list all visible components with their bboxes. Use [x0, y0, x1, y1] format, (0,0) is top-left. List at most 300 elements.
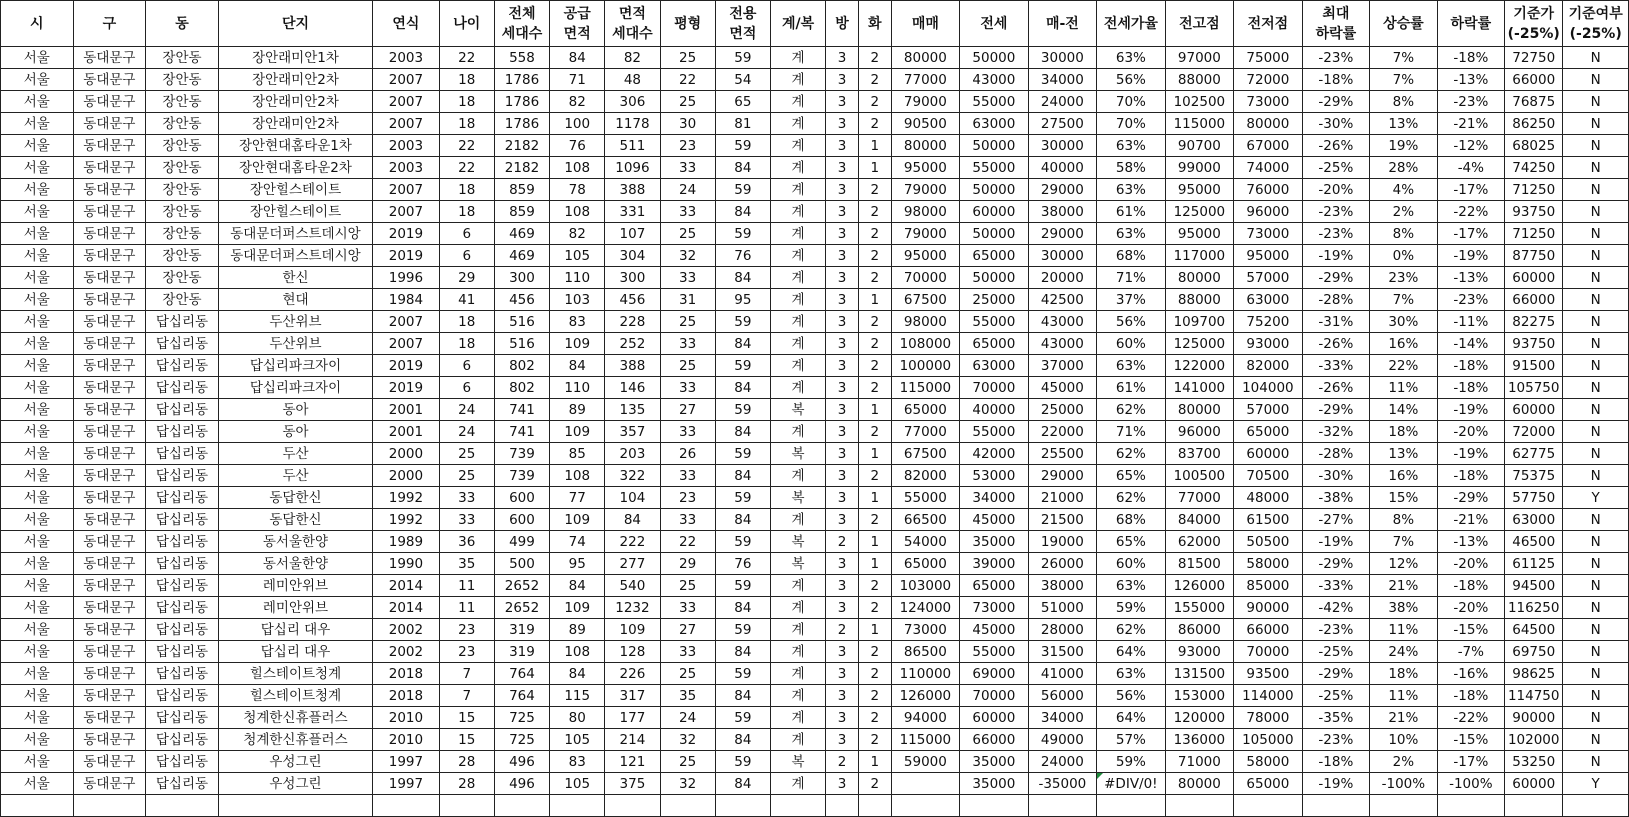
table-cell[interactable] [660, 597, 715, 619]
table-cell[interactable] [373, 201, 439, 223]
table-cell[interactable] [1302, 575, 1369, 597]
table-cell[interactable] [715, 443, 770, 465]
table-cell[interactable] [891, 773, 960, 795]
table-cell[interactable] [146, 91, 219, 113]
table-cell[interactable] [1234, 619, 1303, 641]
table-cell[interactable] [960, 641, 1029, 663]
table-cell[interactable] [891, 575, 960, 597]
table-cell[interactable] [1302, 553, 1369, 575]
table-cell[interactable] [1234, 729, 1303, 751]
table-cell[interactable] [660, 333, 715, 355]
table-cell[interactable] [73, 575, 146, 597]
table-cell[interactable] [605, 553, 660, 575]
table-cell[interactable] [1563, 553, 1629, 575]
table-cell[interactable] [1563, 355, 1629, 377]
table-cell[interactable] [660, 377, 715, 399]
table-cell[interactable] [660, 157, 715, 179]
table-cell[interactable] [891, 685, 960, 707]
table-cell[interactable] [1505, 663, 1563, 685]
table-cell[interactable] [1165, 553, 1234, 575]
table-cell[interactable] [218, 641, 372, 663]
table-cell[interactable] [1234, 267, 1303, 289]
table-cell[interactable] [1563, 729, 1629, 751]
table-cell[interactable] [960, 531, 1029, 553]
table-cell[interactable] [660, 223, 715, 245]
table-cell[interactable] [146, 47, 219, 69]
table-cell[interactable] [1505, 751, 1563, 773]
table-cell[interactable] [494, 289, 549, 311]
table-cell[interactable] [1437, 421, 1504, 443]
table-cell[interactable] [1302, 311, 1369, 333]
table-cell[interactable] [1370, 641, 1437, 663]
table-cell[interactable] [826, 311, 859, 333]
table-cell[interactable] [1, 663, 74, 685]
table-cell[interactable] [1505, 707, 1563, 729]
table-cell[interactable] [218, 91, 372, 113]
table-cell[interactable] [1, 91, 74, 113]
table-cell[interactable] [146, 399, 219, 421]
table-cell[interactable] [439, 311, 494, 333]
table-cell[interactable] [494, 91, 549, 113]
table-cell[interactable] [1, 69, 74, 91]
table-cell[interactable] [660, 509, 715, 531]
table-cell[interactable] [960, 553, 1029, 575]
table-cell[interactable] [1370, 311, 1437, 333]
table-cell[interactable] [960, 773, 1029, 795]
table-cell[interactable] [146, 179, 219, 201]
table-cell[interactable] [550, 179, 605, 201]
table-cell[interactable] [605, 487, 660, 509]
table-cell[interactable] [660, 355, 715, 377]
table-cell[interactable] [439, 707, 494, 729]
table-cell[interactable] [1165, 289, 1234, 311]
table-cell[interactable] [218, 311, 372, 333]
table-cell[interactable] [826, 113, 859, 135]
empty-cell[interactable] [373, 795, 439, 817]
table-cell[interactable] [1097, 69, 1166, 91]
table-cell[interactable] [715, 531, 770, 553]
column-header[interactable] [1505, 1, 1563, 47]
table-cell[interactable] [770, 333, 825, 355]
table-cell[interactable] [1028, 289, 1097, 311]
table-cell[interactable] [1028, 333, 1097, 355]
table-cell[interactable] [1437, 91, 1504, 113]
table-cell[interactable] [715, 245, 770, 267]
table-cell[interactable] [660, 47, 715, 69]
table-cell[interactable] [1437, 113, 1504, 135]
table-cell[interactable] [146, 773, 219, 795]
empty-cell[interactable] [1505, 795, 1563, 817]
table-cell[interactable] [550, 69, 605, 91]
table-cell[interactable] [770, 201, 825, 223]
table-cell[interactable] [1437, 377, 1504, 399]
table-cell[interactable] [73, 663, 146, 685]
table-cell[interactable] [660, 531, 715, 553]
table-cell[interactable] [550, 157, 605, 179]
table-cell[interactable] [373, 597, 439, 619]
table-cell[interactable] [1370, 179, 1437, 201]
table-cell[interactable] [494, 355, 549, 377]
table-cell[interactable] [1097, 311, 1166, 333]
table-cell[interactable] [960, 707, 1029, 729]
table-cell[interactable] [605, 443, 660, 465]
column-header[interactable] [1563, 1, 1629, 47]
table-cell[interactable] [1097, 487, 1166, 509]
table-cell[interactable] [1, 47, 74, 69]
table-cell[interactable] [1563, 531, 1629, 553]
table-cell[interactable] [1563, 443, 1629, 465]
table-cell[interactable] [1028, 201, 1097, 223]
table-cell[interactable] [1505, 531, 1563, 553]
table-cell[interactable] [891, 377, 960, 399]
table-cell[interactable] [146, 311, 219, 333]
table-cell[interactable] [1437, 333, 1504, 355]
table-cell[interactable] [494, 267, 549, 289]
table-cell[interactable] [1, 289, 74, 311]
table-cell[interactable] [1437, 575, 1504, 597]
table-cell[interactable] [826, 157, 859, 179]
table-cell[interactable] [146, 201, 219, 223]
table-cell[interactable] [1370, 663, 1437, 685]
table-cell[interactable] [73, 179, 146, 201]
table-cell[interactable] [1302, 355, 1369, 377]
table-cell[interactable] [1097, 509, 1166, 531]
table-cell[interactable] [1165, 597, 1234, 619]
table-cell[interactable] [550, 751, 605, 773]
table-cell[interactable] [550, 465, 605, 487]
table-cell[interactable] [826, 399, 859, 421]
table-cell[interactable] [770, 509, 825, 531]
table-cell[interactable] [218, 267, 372, 289]
table-cell[interactable] [1097, 773, 1166, 795]
table-cell[interactable] [1234, 421, 1303, 443]
table-cell[interactable] [550, 443, 605, 465]
table-cell[interactable] [1028, 619, 1097, 641]
table-cell[interactable] [146, 267, 219, 289]
table-cell[interactable] [1097, 201, 1166, 223]
table-cell[interactable] [770, 179, 825, 201]
table-cell[interactable] [1505, 157, 1563, 179]
table-cell[interactable] [1234, 333, 1303, 355]
table-cell[interactable] [605, 135, 660, 157]
table-cell[interactable] [1437, 135, 1504, 157]
table-cell[interactable] [1165, 531, 1234, 553]
table-cell[interactable] [660, 751, 715, 773]
table-cell[interactable] [1028, 729, 1097, 751]
table-cell[interactable] [891, 333, 960, 355]
table-cell[interactable] [439, 179, 494, 201]
table-cell[interactable] [373, 267, 439, 289]
table-cell[interactable] [660, 91, 715, 113]
table-cell[interactable] [1165, 487, 1234, 509]
table-cell[interactable] [605, 113, 660, 135]
table-cell[interactable] [73, 377, 146, 399]
table-cell[interactable] [1370, 289, 1437, 311]
table-cell[interactable] [715, 333, 770, 355]
table-cell[interactable] [439, 333, 494, 355]
table-cell[interactable] [605, 707, 660, 729]
table-cell[interactable] [605, 531, 660, 553]
table-cell[interactable] [891, 751, 960, 773]
table-cell[interactable] [826, 245, 859, 267]
table-cell[interactable] [1302, 509, 1369, 531]
table-cell[interactable] [439, 509, 494, 531]
table-cell[interactable] [1234, 663, 1303, 685]
empty-cell[interactable] [1028, 795, 1097, 817]
table-cell[interactable] [715, 267, 770, 289]
table-cell[interactable] [1370, 575, 1437, 597]
table-cell[interactable] [218, 575, 372, 597]
table-cell[interactable] [1028, 641, 1097, 663]
table-cell[interactable] [1, 575, 74, 597]
table-cell[interactable] [73, 311, 146, 333]
table-cell[interactable] [218, 223, 372, 245]
table-cell[interactable] [373, 531, 439, 553]
table-cell[interactable] [1505, 333, 1563, 355]
table-cell[interactable] [218, 487, 372, 509]
table-cell[interactable] [891, 399, 960, 421]
table-cell[interactable] [891, 465, 960, 487]
table-cell[interactable] [1302, 47, 1369, 69]
table-cell[interactable] [1165, 47, 1234, 69]
table-cell[interactable] [1028, 531, 1097, 553]
table-cell[interactable] [605, 179, 660, 201]
table-cell[interactable] [494, 47, 549, 69]
table-cell[interactable] [1302, 597, 1369, 619]
table-cell[interactable] [1370, 465, 1437, 487]
table-cell[interactable] [218, 443, 372, 465]
table-cell[interactable] [1437, 443, 1504, 465]
empty-cell[interactable] [494, 795, 549, 817]
table-cell[interactable] [1028, 223, 1097, 245]
table-cell[interactable] [660, 135, 715, 157]
table-cell[interactable] [960, 289, 1029, 311]
table-cell[interactable] [1234, 355, 1303, 377]
table-cell[interactable] [891, 47, 960, 69]
table-cell[interactable] [73, 729, 146, 751]
table-cell[interactable] [1028, 751, 1097, 773]
table-cell[interactable] [439, 135, 494, 157]
table-cell[interactable] [1097, 47, 1166, 69]
table-cell[interactable] [373, 641, 439, 663]
table-cell[interactable] [1165, 157, 1234, 179]
table-cell[interactable] [1097, 663, 1166, 685]
table-cell[interactable] [218, 157, 372, 179]
table-cell[interactable] [373, 355, 439, 377]
table-cell[interactable] [1563, 179, 1629, 201]
table-cell[interactable] [1234, 289, 1303, 311]
table-cell[interactable] [770, 267, 825, 289]
table-cell[interactable] [770, 619, 825, 641]
table-cell[interactable] [1097, 553, 1166, 575]
table-cell[interactable] [770, 157, 825, 179]
table-cell[interactable] [858, 773, 891, 795]
table-cell[interactable] [1234, 443, 1303, 465]
table-cell[interactable] [1165, 729, 1234, 751]
table-cell[interactable] [715, 377, 770, 399]
table-cell[interactable] [146, 531, 219, 553]
table-cell[interactable] [1505, 641, 1563, 663]
table-cell[interactable] [858, 113, 891, 135]
table-cell[interactable] [715, 619, 770, 641]
table-cell[interactable] [1563, 377, 1629, 399]
table-cell[interactable] [605, 267, 660, 289]
table-cell[interactable] [1, 597, 74, 619]
table-cell[interactable] [494, 157, 549, 179]
table-cell[interactable] [960, 157, 1029, 179]
table-cell[interactable] [1370, 597, 1437, 619]
table-cell[interactable] [770, 377, 825, 399]
table-cell[interactable] [858, 355, 891, 377]
table-cell[interactable] [73, 707, 146, 729]
table-cell[interactable] [494, 443, 549, 465]
table-cell[interactable] [494, 465, 549, 487]
empty-cell[interactable] [891, 795, 960, 817]
table-cell[interactable] [715, 179, 770, 201]
table-cell[interactable] [1505, 201, 1563, 223]
table-cell[interactable] [715, 729, 770, 751]
table-cell[interactable] [494, 333, 549, 355]
table-cell[interactable] [494, 399, 549, 421]
table-cell[interactable] [1, 179, 74, 201]
table-cell[interactable] [373, 245, 439, 267]
table-cell[interactable] [891, 597, 960, 619]
table-cell[interactable] [73, 685, 146, 707]
table-cell[interactable] [1370, 751, 1437, 773]
table-cell[interactable] [1, 245, 74, 267]
table-cell[interactable] [891, 553, 960, 575]
table-cell[interactable] [439, 421, 494, 443]
table-cell[interactable] [373, 575, 439, 597]
table-cell[interactable] [1234, 487, 1303, 509]
table-cell[interactable] [891, 311, 960, 333]
table-cell[interactable] [660, 773, 715, 795]
table-cell[interactable] [439, 619, 494, 641]
table-cell[interactable] [439, 69, 494, 91]
table-cell[interactable] [1437, 355, 1504, 377]
column-header[interactable] [439, 1, 494, 47]
table-cell[interactable] [1, 509, 74, 531]
table-cell[interactable] [715, 135, 770, 157]
table-cell[interactable] [1563, 509, 1629, 531]
table-cell[interactable] [1028, 47, 1097, 69]
table-cell[interactable] [1097, 223, 1166, 245]
table-cell[interactable] [1437, 267, 1504, 289]
table-cell[interactable] [858, 157, 891, 179]
table-cell[interactable] [1097, 179, 1166, 201]
table-cell[interactable] [1302, 201, 1369, 223]
table-cell[interactable] [1370, 69, 1437, 91]
empty-cell[interactable] [1370, 795, 1437, 817]
table-cell[interactable] [770, 443, 825, 465]
column-header[interactable] [218, 1, 372, 47]
table-cell[interactable] [1370, 399, 1437, 421]
table-cell[interactable] [1028, 355, 1097, 377]
table-cell[interactable] [605, 47, 660, 69]
table-cell[interactable] [715, 201, 770, 223]
table-cell[interactable] [891, 729, 960, 751]
table-cell[interactable] [1165, 223, 1234, 245]
table-cell[interactable] [1097, 421, 1166, 443]
table-cell[interactable] [1437, 531, 1504, 553]
table-cell[interactable] [1097, 245, 1166, 267]
table-cell[interactable] [218, 179, 372, 201]
table-cell[interactable] [605, 355, 660, 377]
table-cell[interactable] [826, 47, 859, 69]
table-cell[interactable] [1505, 421, 1563, 443]
table-cell[interactable] [960, 355, 1029, 377]
table-cell[interactable] [660, 663, 715, 685]
table-cell[interactable] [1437, 729, 1504, 751]
table-cell[interactable] [494, 201, 549, 223]
table-cell[interactable] [826, 707, 859, 729]
table-cell[interactable] [218, 377, 372, 399]
table-cell[interactable] [1370, 47, 1437, 69]
table-cell[interactable] [660, 619, 715, 641]
table-cell[interactable] [715, 113, 770, 135]
table-cell[interactable] [146, 223, 219, 245]
table-cell[interactable] [1165, 619, 1234, 641]
table-cell[interactable] [1, 487, 74, 509]
table-cell[interactable] [1097, 751, 1166, 773]
table-cell[interactable] [858, 399, 891, 421]
table-cell[interactable] [550, 91, 605, 113]
table-cell[interactable] [494, 597, 549, 619]
table-cell[interactable] [1505, 377, 1563, 399]
table-cell[interactable] [439, 685, 494, 707]
table-cell[interactable] [494, 223, 549, 245]
table-cell[interactable] [73, 553, 146, 575]
table-cell[interactable] [373, 487, 439, 509]
table-cell[interactable] [960, 399, 1029, 421]
column-header[interactable] [1028, 1, 1097, 47]
table-cell[interactable] [1563, 575, 1629, 597]
table-cell[interactable] [73, 69, 146, 91]
table-cell[interactable] [715, 69, 770, 91]
table-cell[interactable] [439, 399, 494, 421]
table-cell[interactable] [146, 619, 219, 641]
table-cell[interactable] [1505, 355, 1563, 377]
table-cell[interactable] [494, 685, 549, 707]
table-cell[interactable] [858, 487, 891, 509]
table-cell[interactable] [550, 333, 605, 355]
table-cell[interactable] [218, 663, 372, 685]
table-cell[interactable] [1165, 685, 1234, 707]
table-cell[interactable] [770, 399, 825, 421]
table-cell[interactable] [1437, 465, 1504, 487]
table-cell[interactable] [1563, 311, 1629, 333]
table-cell[interactable] [218, 399, 372, 421]
empty-cell[interactable] [439, 795, 494, 817]
table-cell[interactable] [218, 773, 372, 795]
table-cell[interactable] [960, 201, 1029, 223]
empty-cell[interactable] [1563, 795, 1629, 817]
table-cell[interactable] [1028, 487, 1097, 509]
table-cell[interactable] [1097, 355, 1166, 377]
table-cell[interactable] [1097, 707, 1166, 729]
table-cell[interactable] [1, 773, 74, 795]
table-cell[interactable] [715, 355, 770, 377]
empty-cell[interactable] [605, 795, 660, 817]
table-cell[interactable] [218, 333, 372, 355]
table-cell[interactable] [1302, 135, 1369, 157]
table-cell[interactable] [1370, 157, 1437, 179]
table-cell[interactable] [1370, 707, 1437, 729]
table-cell[interactable] [1165, 377, 1234, 399]
table-cell[interactable] [146, 245, 219, 267]
table-cell[interactable] [826, 729, 859, 751]
table-cell[interactable] [1505, 135, 1563, 157]
